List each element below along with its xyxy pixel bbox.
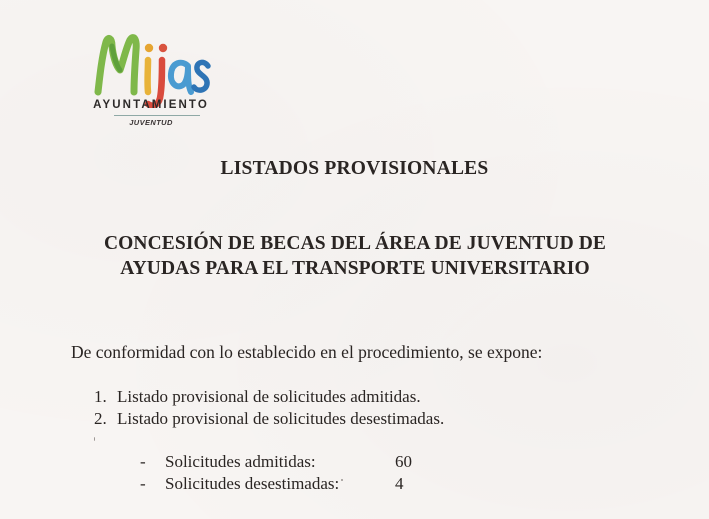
list-item (94, 386, 444, 408)
logo-department: JUVENTUD (129, 118, 173, 127)
mijas-logo (86, 22, 216, 137)
list-item-text: Listado provisional de solicitudes admitidas. (117, 387, 421, 406)
stats-list (140, 451, 440, 495)
page-title: LISTADOS PROVISIONALES (220, 158, 489, 179)
scan-speck (341, 479, 343, 481)
subtitle-line-2: AYUDAS PARA EL TRANSPORTE UNIVERSITARIO (120, 258, 590, 279)
scan-speck (94, 437, 95, 441)
intro-paragraph: De conformidad con lo establecido en el procedimiento, se expone: (71, 342, 543, 362)
bullet-dash: - (140, 452, 146, 471)
list-item-number: 1. (94, 387, 107, 406)
stat-value: 4 (395, 474, 404, 493)
subtitle-line-1: CONCESIÓN DE BECAS DEL ÁREA DE JUVENTUD DE (103, 233, 607, 254)
stat-row-admitted (140, 451, 440, 473)
stat-value: 60 (395, 452, 412, 471)
list-item-number: 2. (94, 409, 107, 428)
mijas-wordmark-logo (90, 26, 212, 108)
list-item (94, 408, 444, 430)
logo-organization: AYUNTAMIENTO (93, 99, 209, 111)
document-subtitle (60, 231, 650, 281)
bullet-dash: - (140, 474, 146, 493)
stat-label: Solicitudes desestimadas: (165, 474, 340, 493)
numbered-list (94, 386, 444, 430)
list-item-text: Listado provisional de solicitudes desestimadas. (117, 409, 445, 428)
logo-divider (114, 115, 200, 116)
stat-label: Solicitudes admitidas: (165, 452, 316, 471)
stat-row-rejected (140, 473, 440, 495)
